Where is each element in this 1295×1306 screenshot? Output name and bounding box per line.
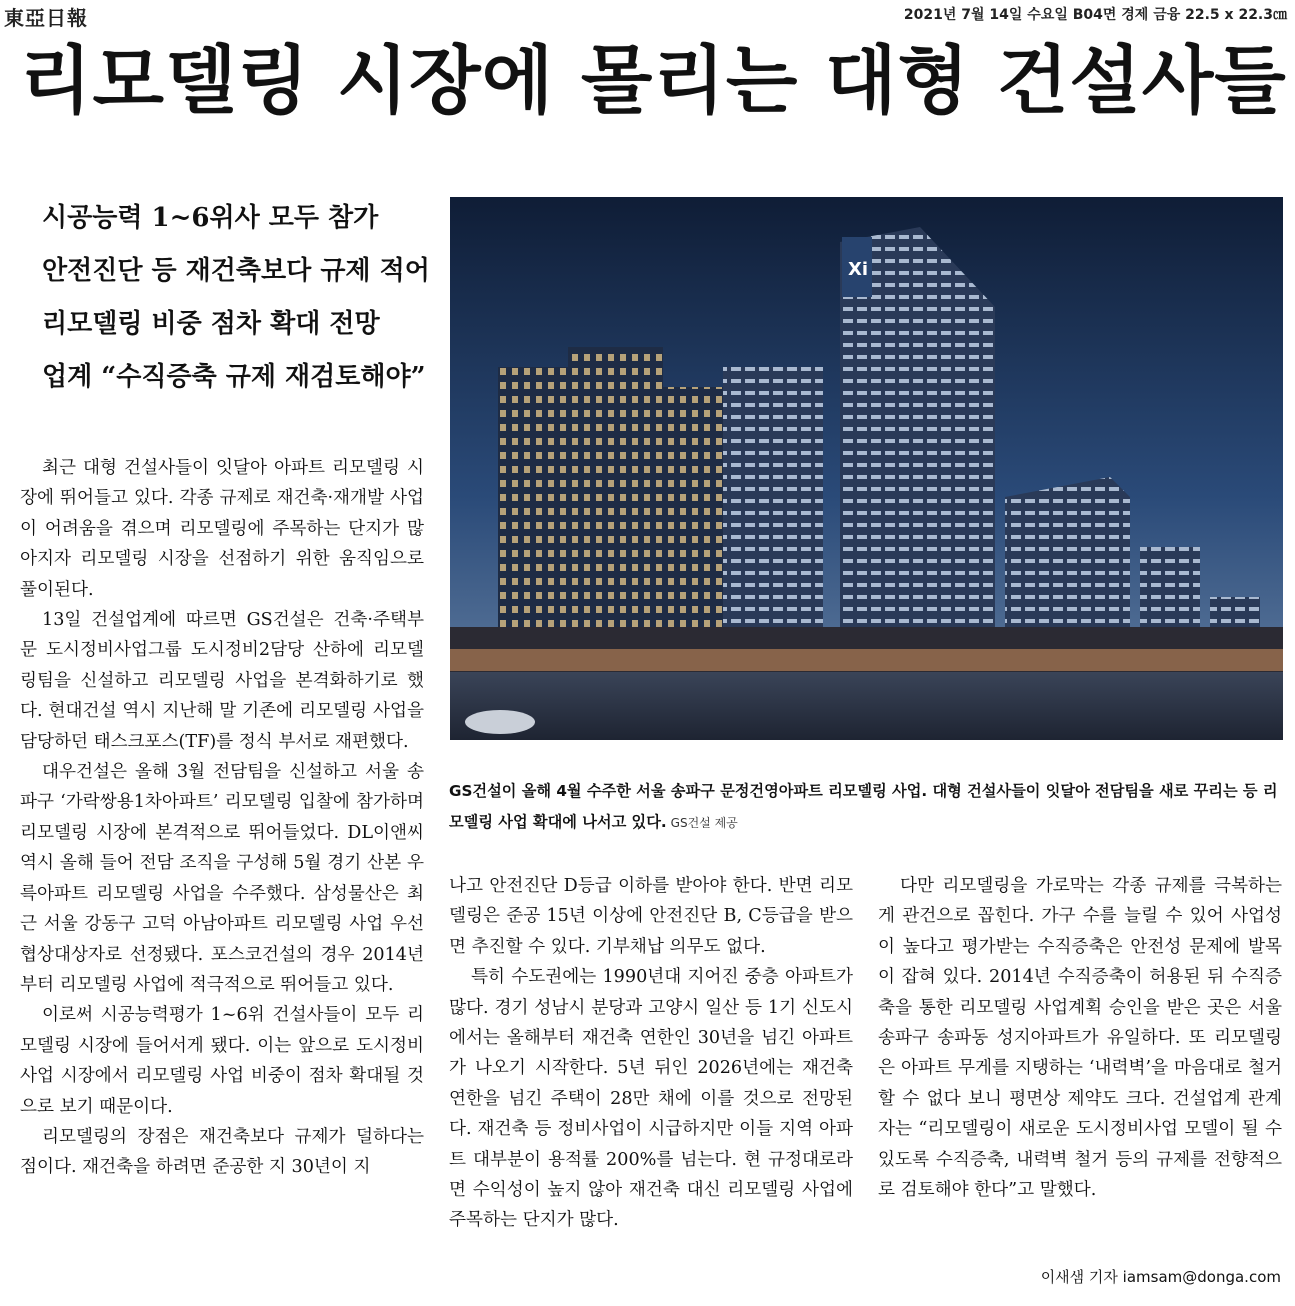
- apartment-rendering-photo: [450, 197, 1283, 740]
- subhead-1: 시공능력 1~6위사 모두 참가: [42, 203, 379, 233]
- newspaper-masthead: 東亞日報: [4, 6, 88, 30]
- tower-left-1: [498, 367, 568, 632]
- subheads: [42, 192, 442, 404]
- paragraph: 이로써 시공능력평가 1~6위 건설사들이 모두 리모델링 시장에 들어서게 됐다. 이는 앞으로 도시정비사업 시장에서 리모델링 사업 비중이 점차 확대될 것으로 보기 때문이다.: [20, 1005, 424, 1117]
- paragraph: 리모델링의 장점은 재건축보다 규제가 덜하다는 점이다. 재건축을 하려면 준공한 지 30년이 지: [20, 1126, 424, 1178]
- caption-text: GS건설이 올해 4월 수주한 서울 송파구 문정건영아파트 리모델링 사업. 대형 건설사들이 잇달아 전담팀을 새로 꾸리는 등 리모델링 사업 확대에 나서고 있다.: [449, 782, 1278, 831]
- article-column-3: [878, 871, 1282, 1205]
- paragraph: 나고 안전진단 D등급 이하를 받아야 한다. 반면 리모델링은 준공 15년 이상에 안전진단 B, C등급을 받으면 추진할 수 있다. 기부채납 의무도 없다.: [449, 876, 853, 957]
- article-column-2: [449, 871, 853, 1236]
- tower-mid: [723, 367, 823, 647]
- subhead-3: 리모델링 비중 점차 확대 전망: [42, 309, 380, 339]
- headline: 리모델링 시장에 몰리는 대형 건설사들: [20, 38, 1287, 124]
- paragraph: 대우건설은 올해 3월 전담팀을 신설하고 서울 송파구 ‘가락쌍용1차아파트’ 리모델링 입찰에 참가하며 리모델링 시장에 본격적으로 뛰어들었다. DL이앤씨 역시 올해 들어 전담 조직을 구성해 5월 경기 산본 우륵아파트 리모델링 사업을 수주했다. 삼성물산은 최근 서울 강동구 고덕 아남아파트 리모델링 사업 우선협상대상자로 선정됐다. 포스코건설의 경우 2014년부터 리모델링 사업에 적극적으로 뛰어들고 있다.: [20, 762, 424, 995]
- dateline: 2021년 7월 14일 수요일 B04면 경제 금융 22.5 x 22.3㎝: [903, 7, 1287, 23]
- subhead-2: 안전진단 등 재건축보다 규제 적어: [42, 256, 430, 286]
- tower-logo: Xi: [848, 259, 869, 280]
- car: [465, 710, 535, 734]
- photo-credit: GS건설 제공: [670, 816, 738, 830]
- byline: 이새샘 기자 iamsam@donga.com: [1040, 1268, 1281, 1286]
- paragraph: 특히 수도권에는 1990년대 지어진 중층 아파트가 많다. 경기 성남시 분당과 고양시 일산 등 1기 신도시에서는 올해부터 재건축 연한인 30년을 넘긴 아파트가 나오기 시작한다. 5년 뒤인 2026년에는 재건축 연한을 넘긴 주택이 28만 채에 이를 것으로 전망된다. 재건축 등 정비사업이 시급하지만 이들 지역 아파트 대부분이 용적률 200%를 넘는다. 현 규정대로라면 수익성이 높지 않아 재건축 대신 리모델링 사업에 주목하는 단지가 많다.: [449, 967, 853, 1231]
- paragraph: 13일 건설업계에 따르면 GS건설은 건축·주택부문 도시정비사업그룹 도시정비2담당 산하에 리모델링팀을 신설하고 리모델링 사업을 본격화하기로 했다. 현대건설 역시 지난해 말 기존에 리모델링 사업을 담당하던 태스크포스(TF)를 정식 부서로 재편했다.: [20, 610, 424, 752]
- article-column-1: [20, 453, 424, 1183]
- subhead-4: 업계 “수직증축 규제 재검토해야”: [42, 362, 426, 392]
- tower-left-3: [663, 387, 723, 637]
- paragraph: 다만 리모델링을 가로막는 각종 규제를 극복하는 게 관건으로 꼽힌다. 가구 수를 늘릴 수 있어 사업성이 높다고 평가받는 수직증축은 안전성 문제에 발목이 잡혀 있다. 2014년 수직증축이 허용된 뒤 수직증축을 통한 리모델링 사업계획 승인을 받은 곳은 서울 송파구 송파동 성지아파트가 유일하다. 또 리모델링은 아파트 무게를 지탱하는 ‘내력벽’을 마음대로 철거할 수 없다 보니 평면상 제약도 크다. 건설업계 관계자는 “리모델링이 새로운 도시정비사업 모델이 될 수 있도록 수직증축, 내력벽 철거 등의 규제를 전향적으로 검토해야 한다”고 말했다.: [878, 876, 1282, 1201]
- paragraph: 최근 대형 건설사들이 잇달아 아파트 리모델링 시장에 뛰어들고 있다. 각종 규제로 재건축·재개발 사업이 어려움을 겪으며 리모델링에 주목하는 단지가 많아지자 리모델링 시장을 선점하기 위한 움직임으로 풀이된다.: [20, 458, 424, 600]
- tower-left-2: [568, 347, 663, 637]
- photo-caption: [449, 776, 1283, 839]
